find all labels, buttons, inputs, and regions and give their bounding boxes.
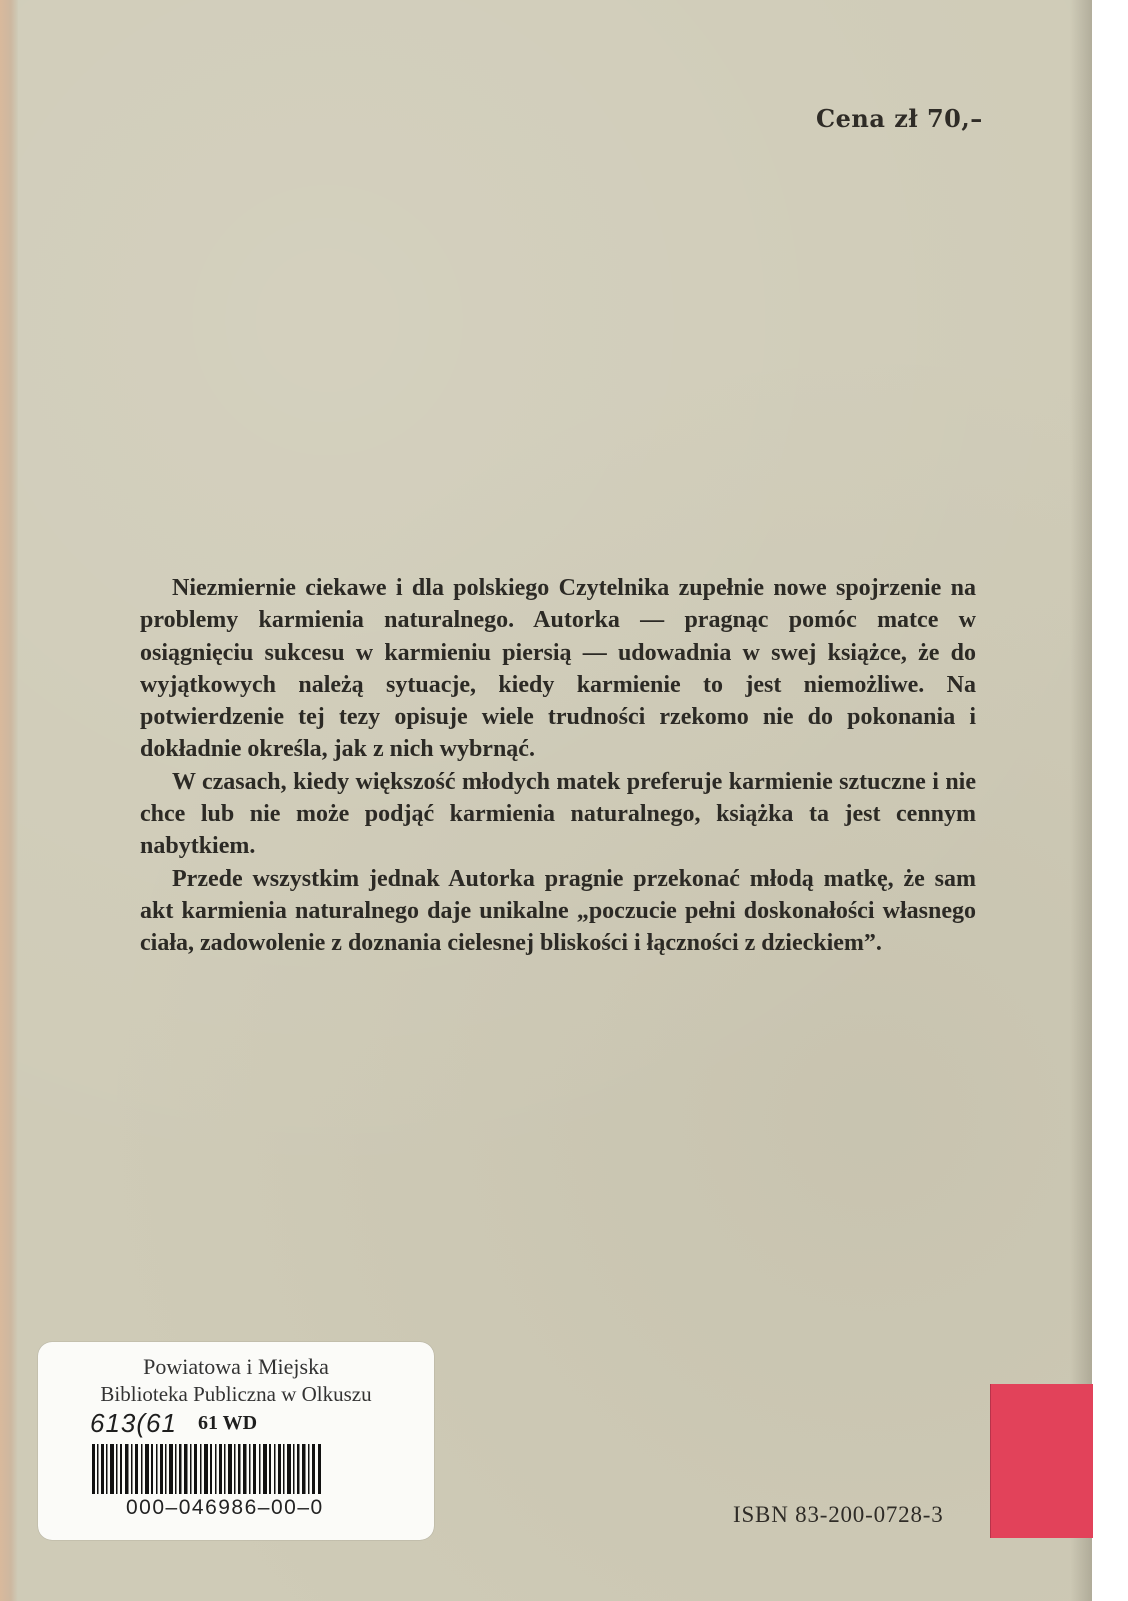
- price-text: Cena zł 70,–: [816, 104, 983, 133]
- barcode-number: 000–046986–00–0: [126, 1496, 324, 1519]
- cover-right-shadow: [1070, 0, 1092, 1601]
- library-label: [38, 1342, 434, 1540]
- isbn-text: ISBN 83-200-0728-3: [733, 1502, 944, 1527]
- barcode-icon: [92, 1444, 322, 1494]
- handwritten-call-number: 613(61: [90, 1408, 177, 1438]
- red-sticker: [990, 1384, 1093, 1538]
- library-name-line2: Biblioteka Publiczna w Olkuszu: [100, 1382, 372, 1406]
- blurb-paragraph: W czasach, kiedy większość młodych matek preferuje karmienie sztuczne i nie chce lub nie może podjąć karmienia naturalnego, książka ta jest cennym nabytkiem.: [140, 768, 976, 860]
- cover-left-edge: [0, 0, 18, 1601]
- blurb-paragraph: Przede wszystkim jednak Autorka pragnie przekonać młodą matkę, że sam akt karmienia naturalnego daje unikalne „poczucie pełni doskonałości własnego ciała, zadowolenie z doznania cielesnej bliskości i łączności z dzieckiem”.: [140, 865, 976, 957]
- library-code: 61 WD: [198, 1412, 258, 1434]
- blurb-text: [140, 572, 976, 960]
- library-name-line1: Powiatowa i Miejska: [143, 1354, 329, 1379]
- blurb-paragraph: Niezmiernie ciekawe i dla polskiego Czytelnika zupełnie nowe spojrzenie na problemy karmienia naturalnego. Autorka — pragnąc pomóc matce w osiągnięciu sukcesu w karmieniu piersią — udowadnia w swej książce, że do wyjątkowych należą sytuacje, kiedy karmienie to jest niemożliwe. Na potwierdzenie tej tezy opisuje wiele trudności rzekomo nie do pokonania i dokładnie określa, jak z nich wybrnąć.: [140, 575, 976, 763]
